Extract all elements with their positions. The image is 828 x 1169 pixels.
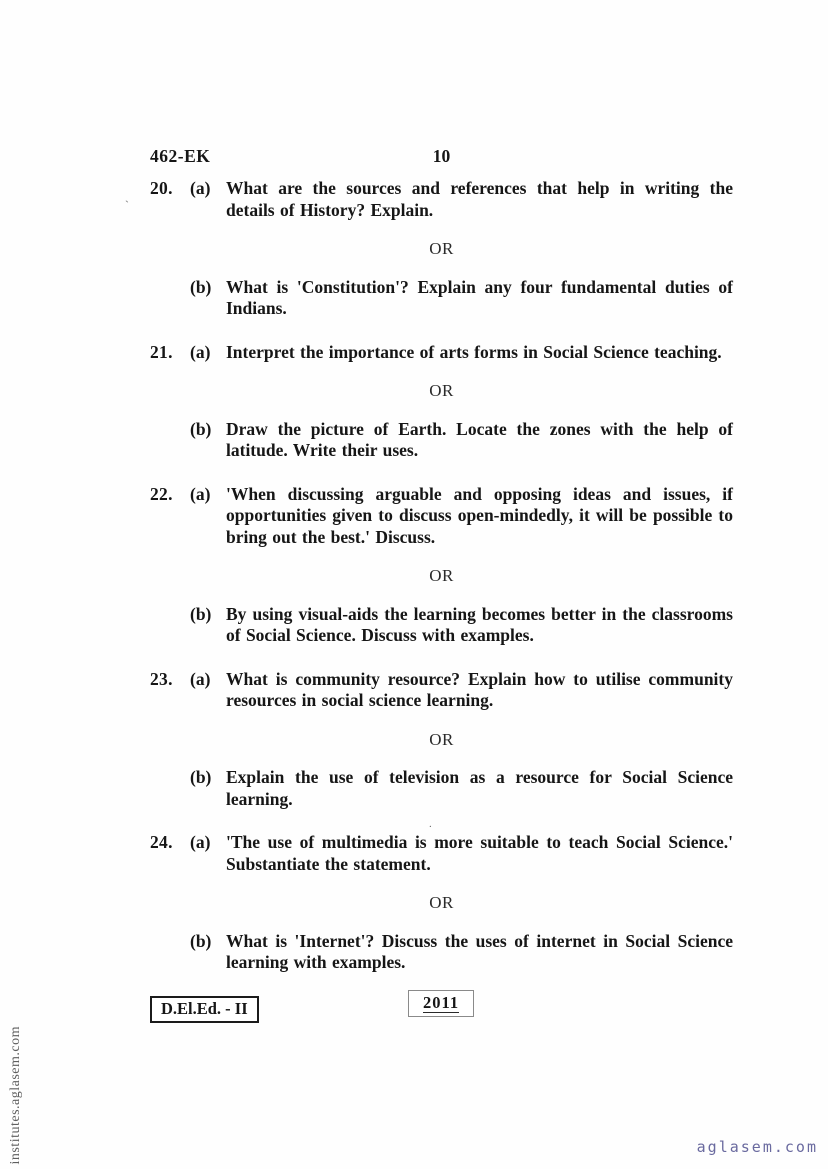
part-b-label: (b) [190,276,212,297]
part-b-label: (b) [190,603,212,624]
question-part-b [150,604,733,647]
part-a-label: (a) [190,832,211,852]
or-separator: OR [429,893,454,912]
watermark-bottom-right: aglasem.com [696,1138,818,1156]
course-code-box [150,996,259,1023]
part-a-label: (a) [190,341,211,362]
question-part-a [150,178,733,221]
question-number: 24. [150,832,173,852]
part-a-text: What are the sources and references that help in writing the details of History? Explain. [226,178,733,220]
question-number: 22. [150,483,173,504]
question-23 [150,669,733,811]
question-22 [150,484,733,647]
part-b-label: (b) [190,418,212,439]
question-part-a [150,484,733,549]
question-24 [150,832,733,974]
part-b-text: What is 'Internet'? Discuss the uses of internet in Social Science learning with examples. [226,930,733,972]
question-number: 21. [150,341,173,362]
question-20 [150,178,733,320]
part-a-text: 'When discussing arguable and opposing ideas and issues, if opportunities given to discuss open-mindedly, it will be possible to bring out the best.' Discuss. [226,483,733,547]
course-code: D.El.Ed. - II [161,998,248,1018]
part-b-label: (b) [190,930,212,951]
question-part-a [150,832,733,875]
part-a-label: (a) [190,668,211,689]
question-21 [150,342,733,462]
page-header [150,146,733,168]
year-value: 2011 [423,992,460,1012]
question-part-a [150,342,733,364]
watermark-left-vertical: institutes.aglasem.com [8,1026,23,1165]
question-number: 23. [150,668,173,689]
scan-artifact: ` [125,198,129,212]
part-b-text: Draw the picture of Earth. Locate the zones with the help of latitude. Write their uses. [226,418,733,460]
part-a-text: 'The use of multimedia is more suitable to teach Social Science.' Substantiate the statement. [226,832,733,874]
question-number-spacer [150,277,190,320]
question-part-b [150,931,733,974]
part-b-label: (b) [190,767,212,787]
question-number-spacer [150,767,190,810]
question-number-spacer [150,931,190,974]
part-a-text: What is community resource? Explain how to utilise community resources in social science learning. [226,668,733,710]
part-a-label: (a) [190,178,211,198]
part-b-text: Explain the use of television as a resource for Social Science learning. [226,767,733,809]
year-box [408,990,474,1017]
part-a-label: (a) [190,483,211,504]
page-number: 10 [432,146,451,166]
or-separator: OR [429,566,454,585]
scan-artifact: . [429,818,432,830]
or-separator: OR [429,381,454,400]
paper-code: 462-EK [150,146,211,166]
part-b-text: By using visual-aids the learning becomes better in the classrooms of Social Science. Discuss with examples. [226,603,733,645]
page-content [150,146,733,1024]
question-number-spacer [150,419,190,462]
page-footer [150,992,733,1024]
question-part-a [150,669,733,712]
question-number: 20. [150,178,173,198]
question-part-b [150,419,733,462]
question-part-b [150,277,733,320]
question-part-b [150,767,733,810]
or-separator: OR [429,239,454,258]
part-b-text: What is 'Constitution'? Explain any four fundamental duties of Indians. [226,276,733,318]
or-separator: OR [429,729,454,749]
question-number-spacer [150,604,190,647]
part-a-text: Interpret the importance of arts forms in Social Science teaching. [226,341,722,362]
